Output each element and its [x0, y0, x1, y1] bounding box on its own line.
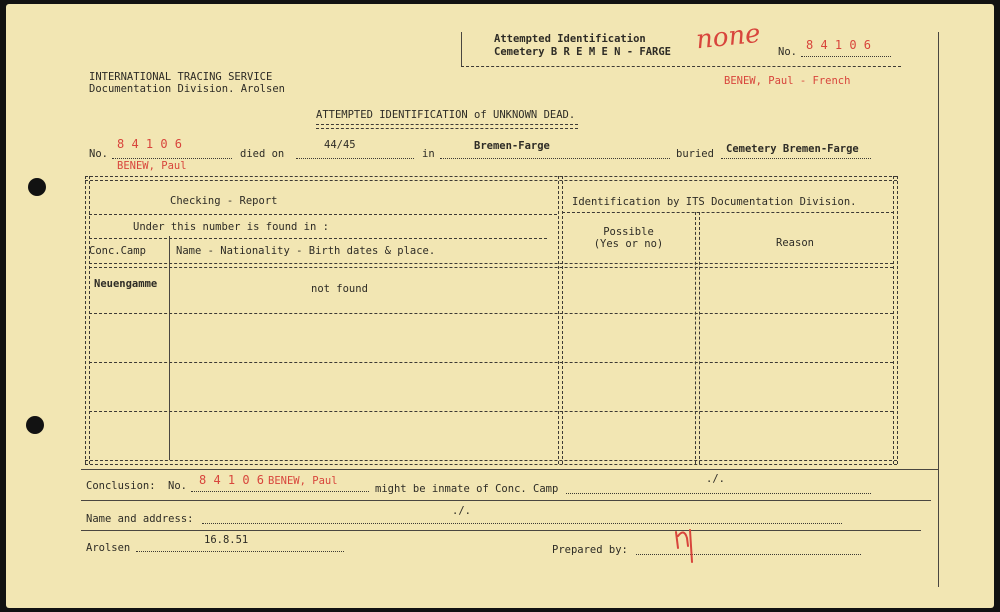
stamp-no-value: 8 4 1 0 6: [806, 38, 872, 52]
person-name-right: BENEW, Paul - French: [724, 75, 851, 87]
found-in-underline: [89, 238, 547, 239]
header-row-separator: [89, 263, 893, 268]
table-middle-divider: [558, 176, 563, 464]
table-right-border: [893, 176, 898, 464]
buried-value: Cemetery Bremen-Farge: [726, 143, 859, 155]
checking-header-underline: [89, 214, 557, 215]
document-card: [6, 4, 994, 608]
footer-rule-1: [81, 469, 938, 470]
in-dots-line: [440, 158, 670, 159]
entry-no-value: 8 4 1 0 6: [117, 137, 183, 151]
handwritten-none: none: [694, 18, 762, 56]
conclusion-name-value: BENEW, Paul: [268, 475, 338, 487]
table-bottom-border: [85, 460, 897, 465]
row-1-detail: not found: [311, 283, 368, 295]
row-separator-1: [89, 313, 893, 314]
prepared-by-label: Prepared by:: [552, 544, 628, 556]
found-in-label: Under this number is found in :: [133, 221, 329, 233]
org-line-2: Documentation Division. Arolsen: [89, 83, 285, 95]
died-label: died on: [240, 148, 285, 160]
camp-name-divider: [169, 236, 170, 460]
died-dots: [296, 158, 414, 159]
stamp-line-2: Cemetery B R E M E N - FARGE: [494, 46, 672, 58]
table-top-border: [85, 176, 897, 181]
col-camp-header: Conc.Camp: [89, 245, 146, 257]
signature-mark: [670, 524, 700, 566]
entry-no-dots: [112, 158, 232, 159]
stamp-border-left: [461, 32, 462, 66]
stamp-line-1: Attempted Identification: [494, 33, 646, 45]
title-underline: [316, 124, 578, 129]
punch-hole-bottom: [26, 416, 44, 434]
punch-hole-top: [28, 178, 46, 196]
inmate-label: might be inmate of Conc. Camp: [375, 483, 559, 495]
address-label: Name and address:: [86, 513, 194, 525]
stamp-no-dots: [801, 56, 891, 57]
row-1-camp: Neuengamme: [94, 278, 158, 290]
date-value: 16.8.51: [204, 534, 249, 546]
form-title: ATTEMPTED IDENTIFICATION of UNKNOWN DEAD.: [316, 109, 576, 121]
checking-report-header: Checking - Report: [170, 195, 278, 207]
identification-underline: [562, 212, 894, 213]
possible-reason-divider: [695, 212, 700, 464]
row-separator-2: [89, 362, 893, 363]
conclusion-label: Conclusion:: [86, 480, 156, 492]
col-name-header: Name - Nationality - Birth dates & place.: [176, 245, 436, 257]
col-reason-header: Reason: [776, 237, 814, 249]
col-possible-header-2: (Yes or no): [593, 238, 664, 250]
footer-rule-3: [81, 530, 921, 531]
inmate-value: ./.: [706, 473, 725, 485]
buried-dots: [721, 158, 871, 159]
died-value: 44/45: [324, 139, 356, 151]
address-dots: [202, 523, 842, 524]
buried-label: buried: [676, 148, 714, 160]
entry-no-label: No.: [89, 148, 108, 160]
stamp-border-bottom: [461, 66, 901, 67]
conclusion-no-label: No.: [168, 480, 187, 492]
address-value: ./.: [452, 505, 471, 517]
inmate-dots: [566, 493, 871, 494]
entry-name-value: BENEW, Paul: [117, 160, 187, 172]
arolsen-label: Arolsen: [86, 542, 131, 554]
date-dots: [136, 551, 344, 552]
identification-header: Identification by ITS Documentation Division.: [572, 196, 857, 208]
row-separator-3: [89, 411, 893, 412]
conclusion-dots-line: [191, 491, 369, 492]
stamp-no-label: No.: [778, 46, 797, 58]
conclusion-no-value: 8 4 1 0 6: [199, 473, 265, 487]
in-value: Bremen-Farge: [474, 140, 550, 152]
in-label: in: [422, 148, 435, 160]
form-border-right: [938, 32, 939, 587]
col-possible-header-1: Possible: [603, 226, 654, 238]
org-line-1: INTERNATIONAL TRACING SERVICE: [89, 71, 273, 83]
table-left-border: [85, 176, 90, 464]
footer-rule-2: [81, 500, 931, 501]
